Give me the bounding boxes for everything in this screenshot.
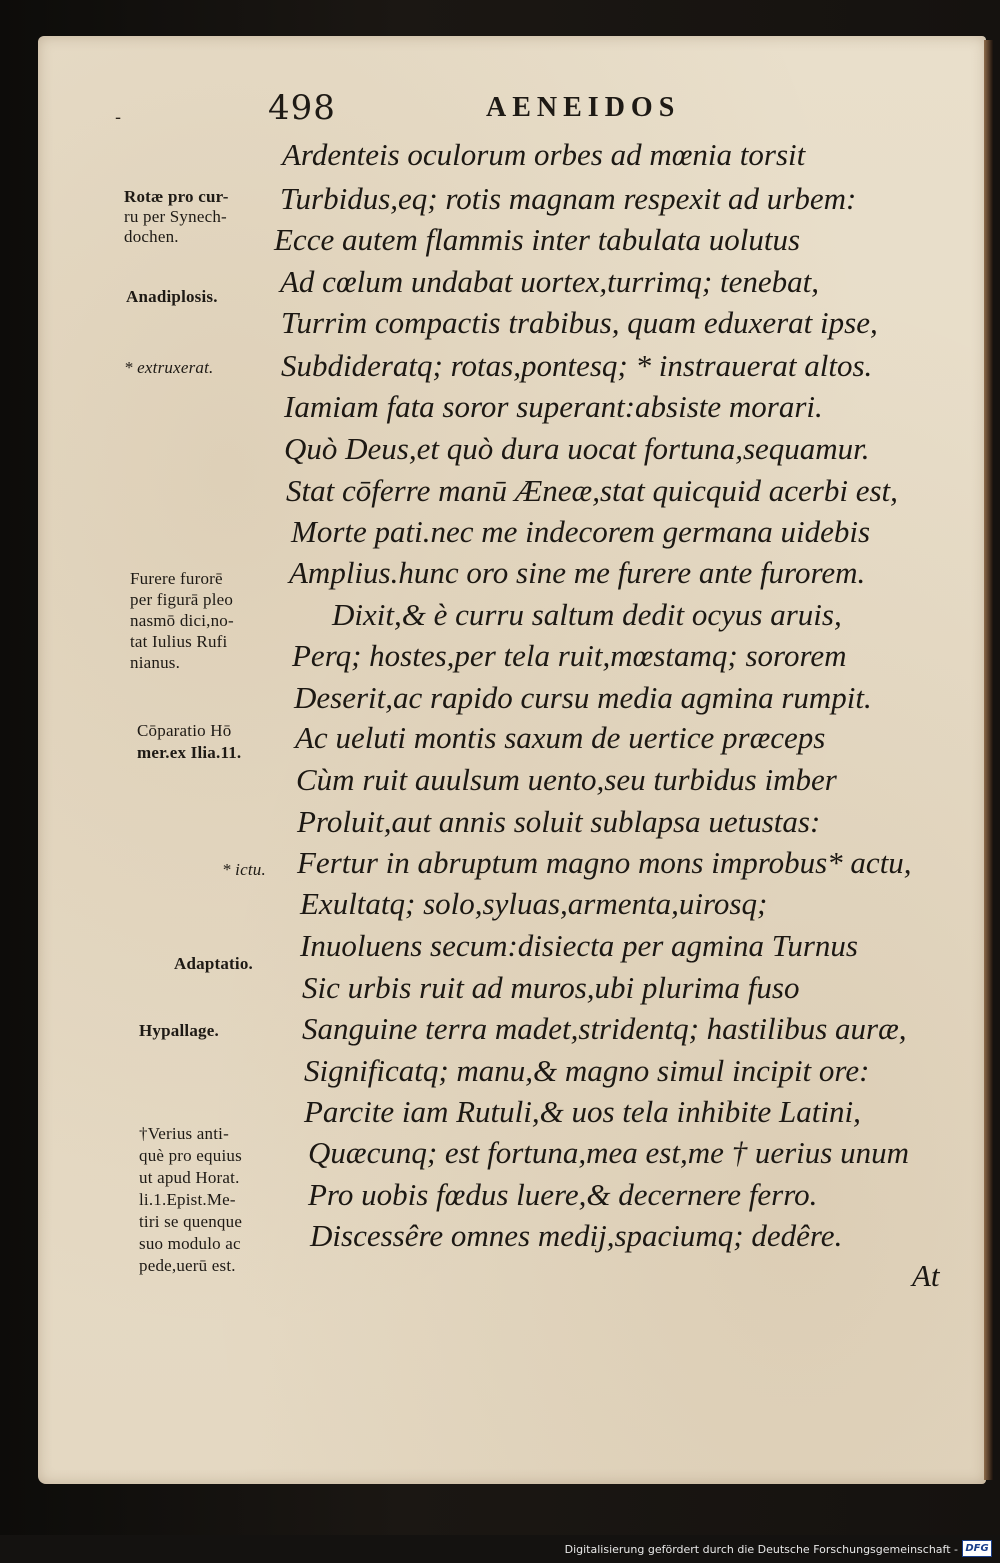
verse-line: Ac ueluti montis saxum de uertice præceps (295, 720, 826, 755)
margin-mark: - (115, 107, 122, 128)
dfg-logo: DFG (962, 1540, 992, 1557)
verse-line: Subdideratq; rotas,pontesq; * instrauerat altos. (281, 348, 873, 383)
margin-note-line: què pro equius (139, 1146, 242, 1165)
margin-note-line: †Verius anti- (139, 1124, 229, 1143)
margin-note-line: Adaptatio. (174, 954, 253, 973)
funding-credit: Digitalisierung gefördert durch die Deutsche Forschungsgemeinschaft - (564, 1543, 958, 1556)
margin-note-line: mer.ex Ilia.11. (137, 743, 242, 762)
margin-note-line: ru per Synech- (124, 207, 227, 226)
verse-line: Ad cœlum undabat uortex,turrimq; tenebat, (280, 264, 819, 299)
verse-line: Cùm ruit auulsum uento,seu turbidus imber (296, 762, 837, 797)
margin-note-line: Hypallage. (139, 1021, 219, 1040)
verse-line: Sic urbis ruit ad muros,ubi plurima fuso (302, 970, 800, 1005)
verse-line: Fertur in abruptum magno mons improbus* actu, (297, 845, 912, 880)
verse-line: Dixit,& è curru saltum dedit ocyus aruis, (332, 597, 842, 632)
verse-line: Sanguine terra madet,stridentq; hastilibus auræ, (302, 1011, 907, 1046)
verse-line: Quæcunq; est fortuna,mea est,me † uerius unum (308, 1135, 909, 1170)
margin-note-line: nasmō dici,no- (130, 611, 234, 630)
verse-line: Proluit,aut annis soluit sublapsa uetustas: (297, 804, 821, 839)
verse-line: Deserit,ac rapido cursu media agmina rumpit. (294, 680, 872, 715)
verse-line: Turrim compactis trabibus, quam eduxerat ipse, (281, 305, 878, 340)
verse-line: Morte pati.nec me indecorem germana uidebis (291, 514, 871, 549)
page-edge (984, 40, 993, 1480)
margin-note-line: ut apud Horat. (139, 1168, 240, 1187)
margin-note-line: tiri se quenque (139, 1212, 243, 1231)
margin-note-line: * extruxerat. (124, 358, 214, 377)
margin-note-line: nianus. (130, 653, 181, 672)
verse-line: Exultatq; solo,syluas,armenta,uirosq; (300, 886, 768, 921)
margin-note-line: pede,uerū est. (139, 1256, 236, 1275)
verse-line: Amplius.hunc oro sine me furere ante furorem. (289, 555, 866, 590)
verse-line: Pro uobis fœdus luere,& decernere ferro. (308, 1177, 818, 1212)
margin-note-line: li.1.Epist.Me- (139, 1190, 236, 1209)
verse-line: Perq; hostes,per tela ruit,mœstamq; sororem (292, 638, 847, 673)
margin-note-line: Cōparatio Hō (137, 721, 232, 740)
margin-note-line: Anadiplosis. (126, 287, 218, 306)
margin-note-line: tat Iulius Rufi (130, 632, 228, 651)
verse-line: Discessêre omnes medij,spaciumq; dedêre. (310, 1218, 843, 1253)
margin-note-line: Furere furorē (130, 569, 223, 588)
margin-note-line: suo modulo ac (139, 1234, 241, 1253)
verse-line: Ardenteis oculorum orbes ad mœnia torsit (282, 137, 806, 172)
verse-line: Quò Deus,et quò dura uocat fortuna,sequamur. (284, 431, 870, 466)
verse-line: Iamiam fata soror superant:absiste morari. (284, 389, 823, 424)
verse-line: Parcite iam Rutuli,& uos tela inhibite Latini, (304, 1094, 861, 1129)
verse-line: Significatq; manu,& magno simul incipit ore: (304, 1053, 870, 1088)
verse-line: Turbidus,eq; rotis magnam respexit ad urbem: (280, 181, 857, 216)
margin-note-line: per figurā pleo (130, 590, 234, 609)
verse-line: Ecce autem flammis inter tabulata uolutus (274, 222, 801, 257)
verse-line: Stat cōferre manū Æneæ,stat quicquid acerbi est, (286, 473, 898, 508)
margin-note-line: * ictu. (222, 860, 266, 879)
catchword: At (912, 1258, 940, 1293)
page-number: 498 (268, 88, 336, 128)
margin-note-line: Rotæ pro cur- (124, 187, 229, 206)
verse-line: Inuoluens secum:disiecta per agmina Turnus (300, 928, 858, 963)
margin-note-line: dochen. (124, 227, 179, 246)
running-title: AENEIDOS (486, 92, 681, 123)
